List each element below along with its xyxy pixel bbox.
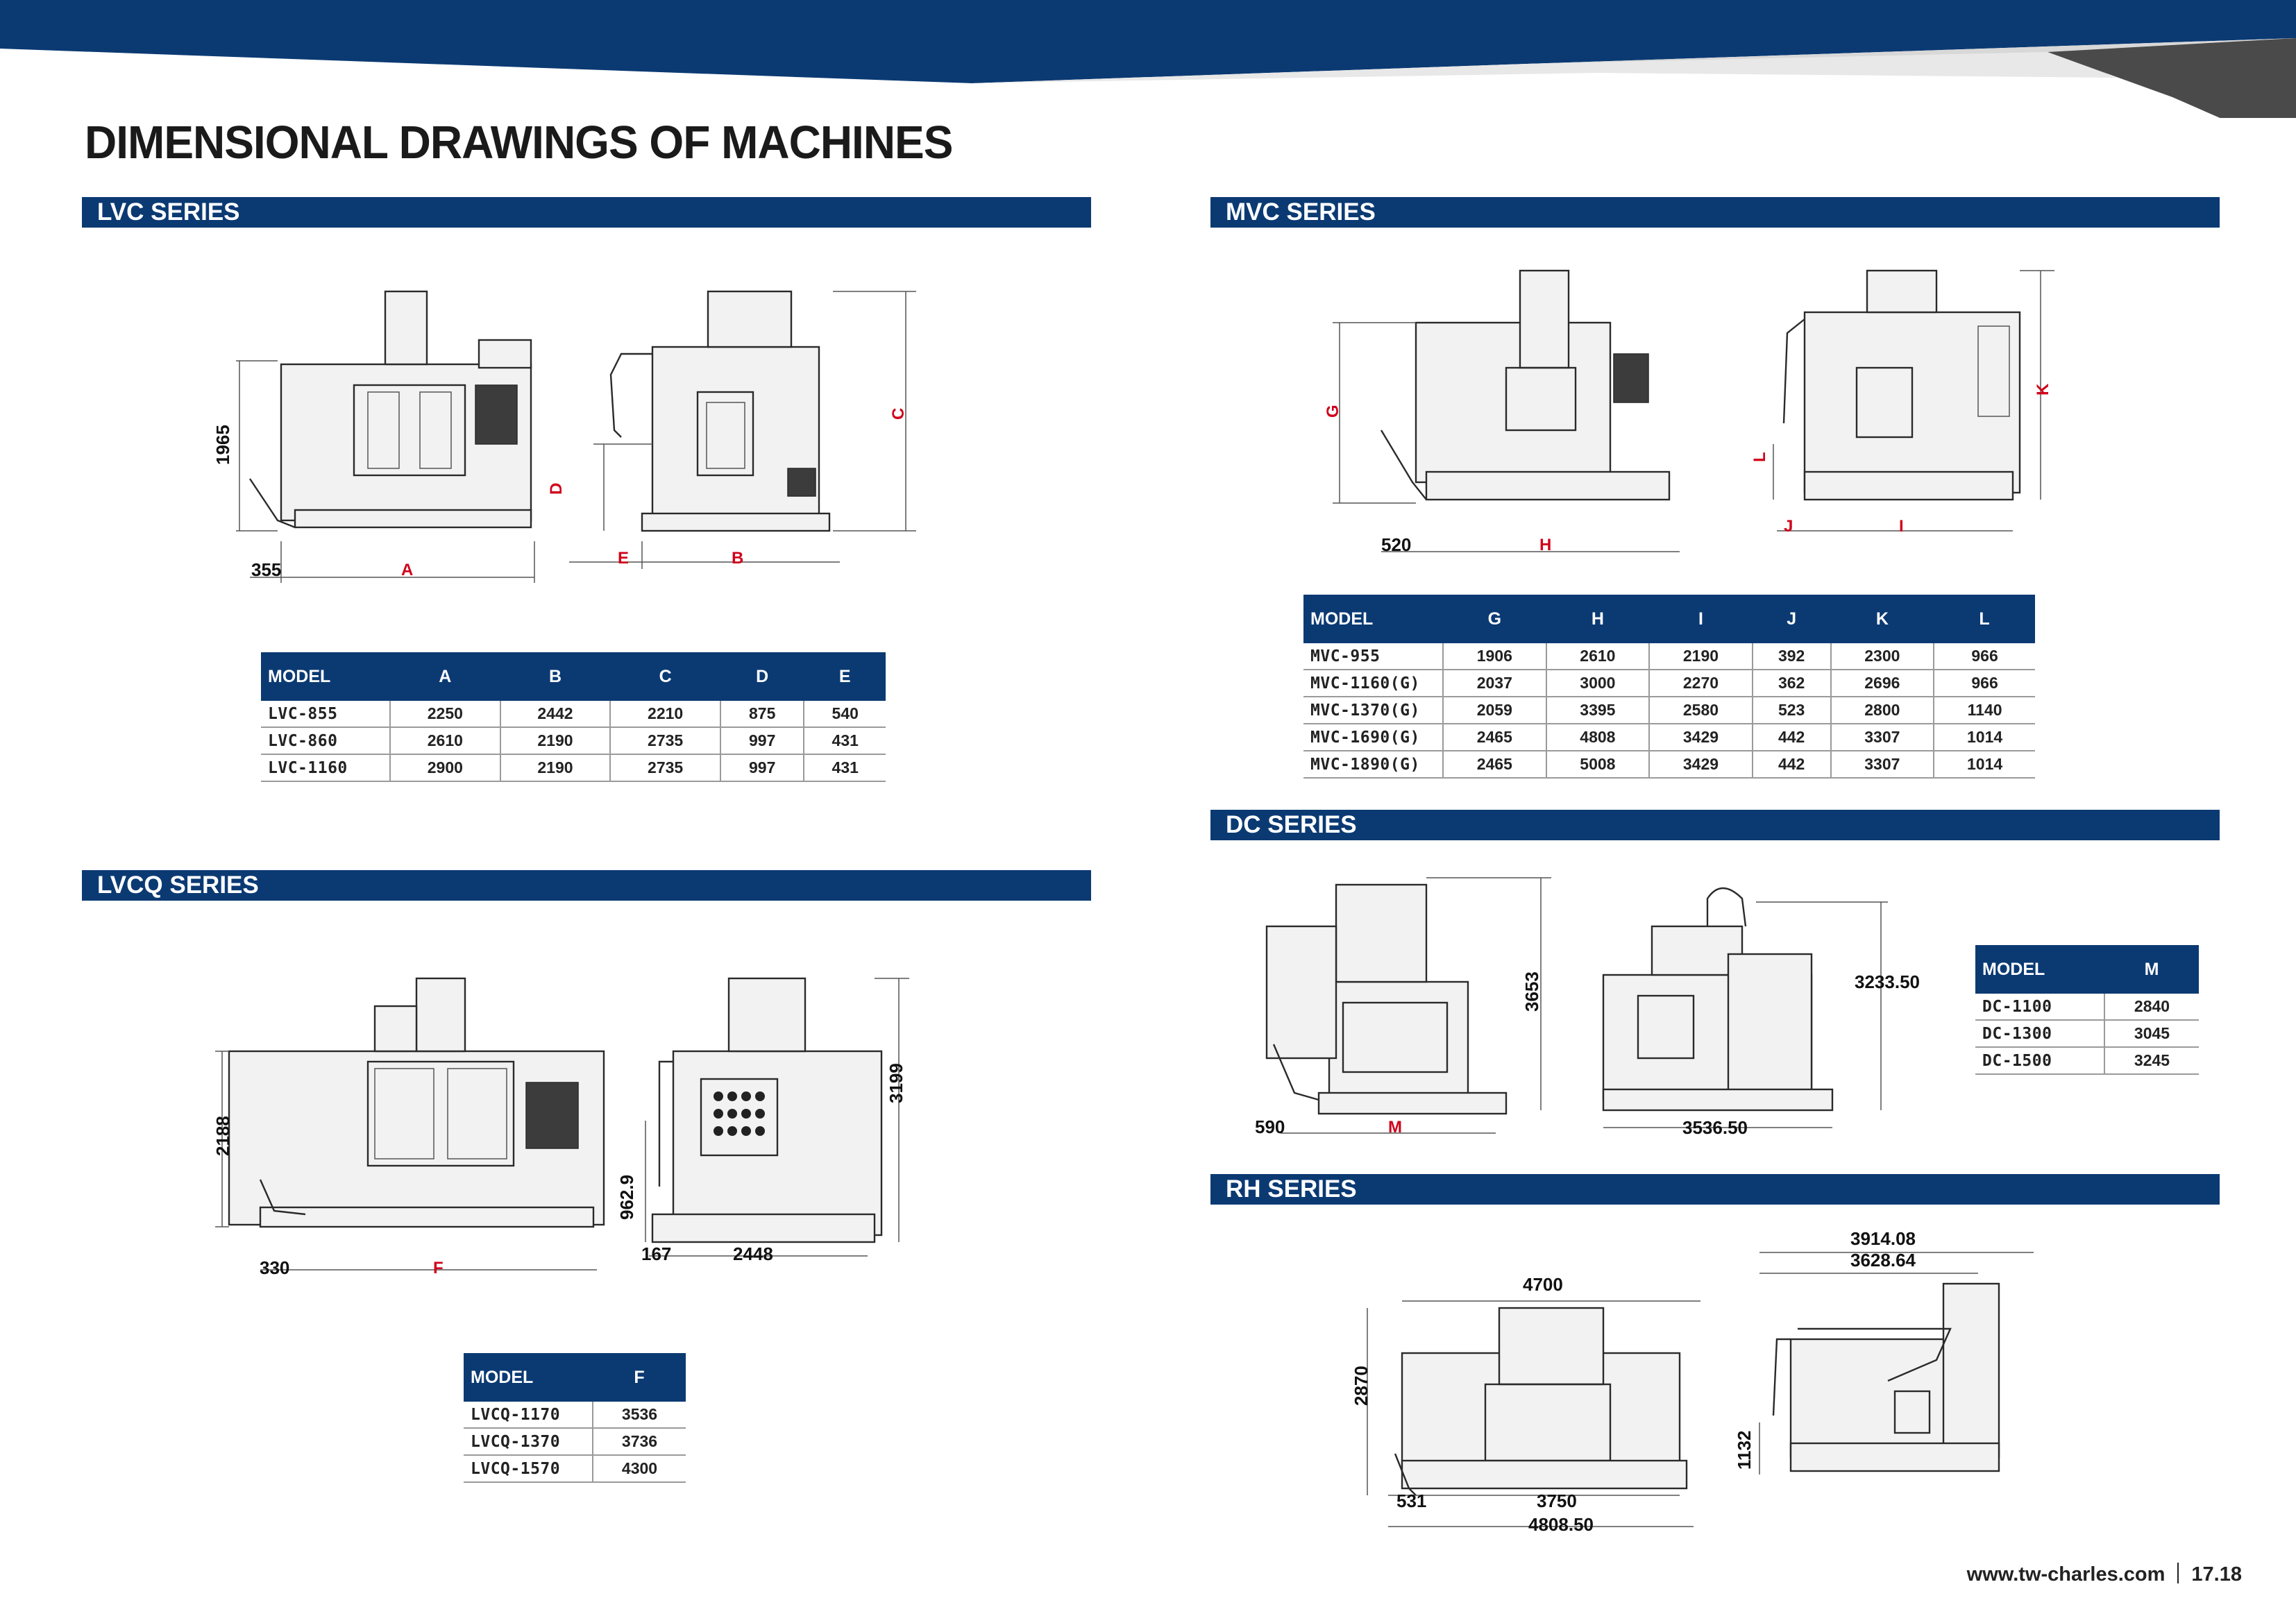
table-row [1303,697,2035,724]
value-cell: 2442 [500,701,611,727]
rh-height-dim: 2870 [1351,1366,1371,1406]
value-cell: 442 [1753,724,1831,751]
model-cell: DC-1500 [1975,1047,2104,1074]
table-row [464,1428,686,1455]
value-cell: 2190 [1649,643,1753,670]
value-cell: 4808 [1546,724,1650,751]
value-cell: 2465 [1443,751,1546,778]
rh-inner-dim: 3750 [1537,1490,1577,1511]
lvc-col-model: MODEL [261,652,390,701]
lvc-dim-a: A [401,561,414,579]
mvc-col-l: L [1934,595,2035,643]
lvc-dim-b: B [732,549,744,568]
value-cell: 431 [804,727,886,754]
table-row [261,754,886,781]
value-cell: 3395 [1546,697,1650,724]
value-cell: 3245 [2104,1047,2199,1074]
rh-side-height-dim: 1132 [1734,1430,1755,1470]
dc-front-drawing [1260,871,1565,1148]
value-cell: 431 [804,754,886,781]
lvcq-base-height-dim: 962.9 [616,1174,637,1220]
lvc-dim-d: D [547,482,566,495]
section-header-lvc: LVC SERIES [82,197,1091,228]
mvc-dim-h: H [1539,536,1552,554]
value-cell: 392 [1753,643,1831,670]
value-cell: 523 [1753,697,1831,724]
model-cell: LVCQ-1570 [464,1455,593,1482]
lvcq-side-offset-dim: 167 [641,1243,672,1264]
table-row [261,727,886,754]
value-cell: 2735 [610,754,720,781]
value-cell: 3307 [1831,751,1934,778]
value-cell: 2900 [390,754,500,781]
value-cell: 2800 [1831,697,1934,724]
lvcq-side-drawing [639,965,916,1270]
lvc-height-dim: 1965 [212,425,233,465]
value-cell: 997 [720,727,804,754]
value-cell: 2190 [500,727,611,754]
rh-width-dim: 4700 [1523,1274,1563,1295]
table-row [1303,643,2035,670]
lvc-side-drawing [555,278,916,569]
table-row [1975,1047,2199,1074]
table-row [1303,670,2035,697]
lvc-col-b: B [500,652,611,701]
mvc-dim-l: L [1750,452,1769,462]
lvc-dim-c: C [889,407,908,420]
value-cell: 540 [804,701,886,727]
model-cell: LVCQ-1170 [464,1402,593,1428]
rh-side-inner-dim: 3628.64 [1850,1250,1916,1271]
mvc-dim-j: J [1784,517,1793,536]
rh-side-drawing [1749,1242,2041,1492]
value-cell: 1906 [1443,643,1546,670]
lvc-col-d: D [720,652,804,701]
model-cell: MVC-1890(G) [1303,751,1443,778]
lvcq-height-dim: 2188 [212,1116,233,1156]
value-cell: 3000 [1546,670,1650,697]
table-row [464,1455,686,1482]
footer [1967,1563,2242,1586]
dc-side-height-dim: 3233.50 [1855,971,1920,992]
model-cell: LVC-855 [261,701,390,727]
mvc-col-h: H [1546,595,1650,643]
model-cell: DC-1300 [1975,1020,2104,1047]
value-cell: 442 [1753,751,1831,778]
dc-height-dim: 3653 [1521,971,1542,1012]
lvcq-side-depth-dim: 2448 [733,1243,773,1264]
mvc-offset-dim: 520 [1381,534,1412,555]
value-cell: 2696 [1831,670,1934,697]
table-row [1303,724,2035,751]
lvcq-offset-dim: 330 [260,1257,290,1278]
page-numbers: 17.18 [2191,1563,2242,1586]
mvc-col-k: K [1831,595,1934,643]
section-header-dc: DC SERIES [1210,810,2220,840]
mvc-dim-g: G [1324,405,1342,418]
lvcq-col-f: F [593,1353,686,1402]
value-cell: 4300 [593,1455,686,1482]
value-cell: 5008 [1546,751,1650,778]
mvc-spec-table [1303,595,2035,779]
value-cell: 2840 [2104,994,2199,1020]
mvc-col-model: MODEL [1303,595,1443,643]
lvcq-dim-f: F [433,1259,444,1277]
model-cell: MVC-1690(G) [1303,724,1443,751]
model-cell: LVC-1160 [261,754,390,781]
value-cell: 2037 [1443,670,1546,697]
model-cell: LVCQ-1370 [464,1428,593,1455]
value-cell: 3429 [1649,751,1753,778]
model-cell: DC-1100 [1975,994,2104,1020]
model-cell: MVC-1160(G) [1303,670,1443,697]
mvc-front-drawing [1319,264,1707,562]
value-cell: 966 [1934,670,2035,697]
value-cell: 3536 [593,1402,686,1428]
mvc-col-g: G [1443,595,1546,643]
lvcq-side-height-dim: 3199 [886,1063,906,1103]
lvc-spec-table [261,652,886,782]
model-cell: MVC-1370(G) [1303,697,1443,724]
lvcq-col-model: MODEL [464,1353,593,1402]
value-cell: 875 [720,701,804,727]
dc-col-model: MODEL [1975,945,2104,994]
dc-side-depth-dim: 3536.50 [1682,1117,1748,1138]
value-cell: 2610 [390,727,500,754]
value-cell: 1014 [1934,724,2035,751]
value-cell: 1014 [1934,751,2035,778]
value-cell: 3736 [593,1428,686,1455]
value-cell: 966 [1934,643,2035,670]
mvc-side-drawing [1763,264,2061,541]
header-banner [0,0,2296,118]
dc-col-m: M [2104,945,2199,994]
dc-offset-dim: 590 [1255,1116,1285,1137]
table-row [261,701,886,727]
model-cell: LVC-860 [261,727,390,754]
value-cell: 1140 [1934,697,2035,724]
lvcq-spec-table [464,1353,686,1483]
table-row [1975,994,2199,1020]
lvc-col-a: A [390,652,500,701]
model-cell: MVC-955 [1303,643,1443,670]
mvc-col-j: J [1753,595,1831,643]
mvc-dim-k: K [2034,383,2052,396]
lvc-front-drawing [208,278,555,583]
value-cell: 2270 [1649,670,1753,697]
dc-side-drawing [1596,871,1916,1148]
value-cell: 2250 [390,701,500,727]
lvcq-front-drawing [208,965,611,1284]
value-cell: 2059 [1443,697,1546,724]
value-cell: 3307 [1831,724,1934,751]
value-cell: 2465 [1443,724,1546,751]
lvc-col-c: C [610,652,720,701]
rh-side-total-dim: 3914.08 [1850,1228,1916,1249]
section-header-mvc: MVC SERIES [1210,197,2220,228]
table-row [1303,751,2035,778]
lvc-col-e: E [804,652,886,701]
footer-url[interactable]: www.tw-charles.com [1966,1563,2166,1586]
value-cell: 362 [1753,670,1831,697]
value-cell: 2735 [610,727,720,754]
table-row [1975,1020,2199,1047]
value-cell: 3045 [2104,1020,2199,1047]
page-title: DIMENSIONAL DRAWINGS OF MACHINES [85,116,953,169]
value-cell: 2300 [1831,643,1934,670]
lvc-dim-e: E [618,549,630,568]
rh-total-dim: 4808.50 [1528,1514,1594,1535]
value-cell: 2580 [1649,697,1753,724]
section-header-rh: RH SERIES [1210,1174,2220,1205]
mvc-dim-i: I [1899,517,1904,536]
section-header-lvcq: LVCQ SERIES [82,870,1091,901]
footer-divider [2177,1563,2179,1583]
rh-offset-dim: 531 [1396,1490,1427,1511]
mvc-col-i: I [1649,595,1753,643]
value-cell: 3429 [1649,724,1753,751]
value-cell: 997 [720,754,804,781]
dc-dim-m: M [1388,1118,1402,1137]
value-cell: 2610 [1546,643,1650,670]
value-cell: 2210 [610,701,720,727]
table-row [464,1402,686,1428]
dc-spec-table [1975,945,2199,1075]
lvc-offset-dim: 355 [251,559,282,580]
value-cell: 2190 [500,754,611,781]
